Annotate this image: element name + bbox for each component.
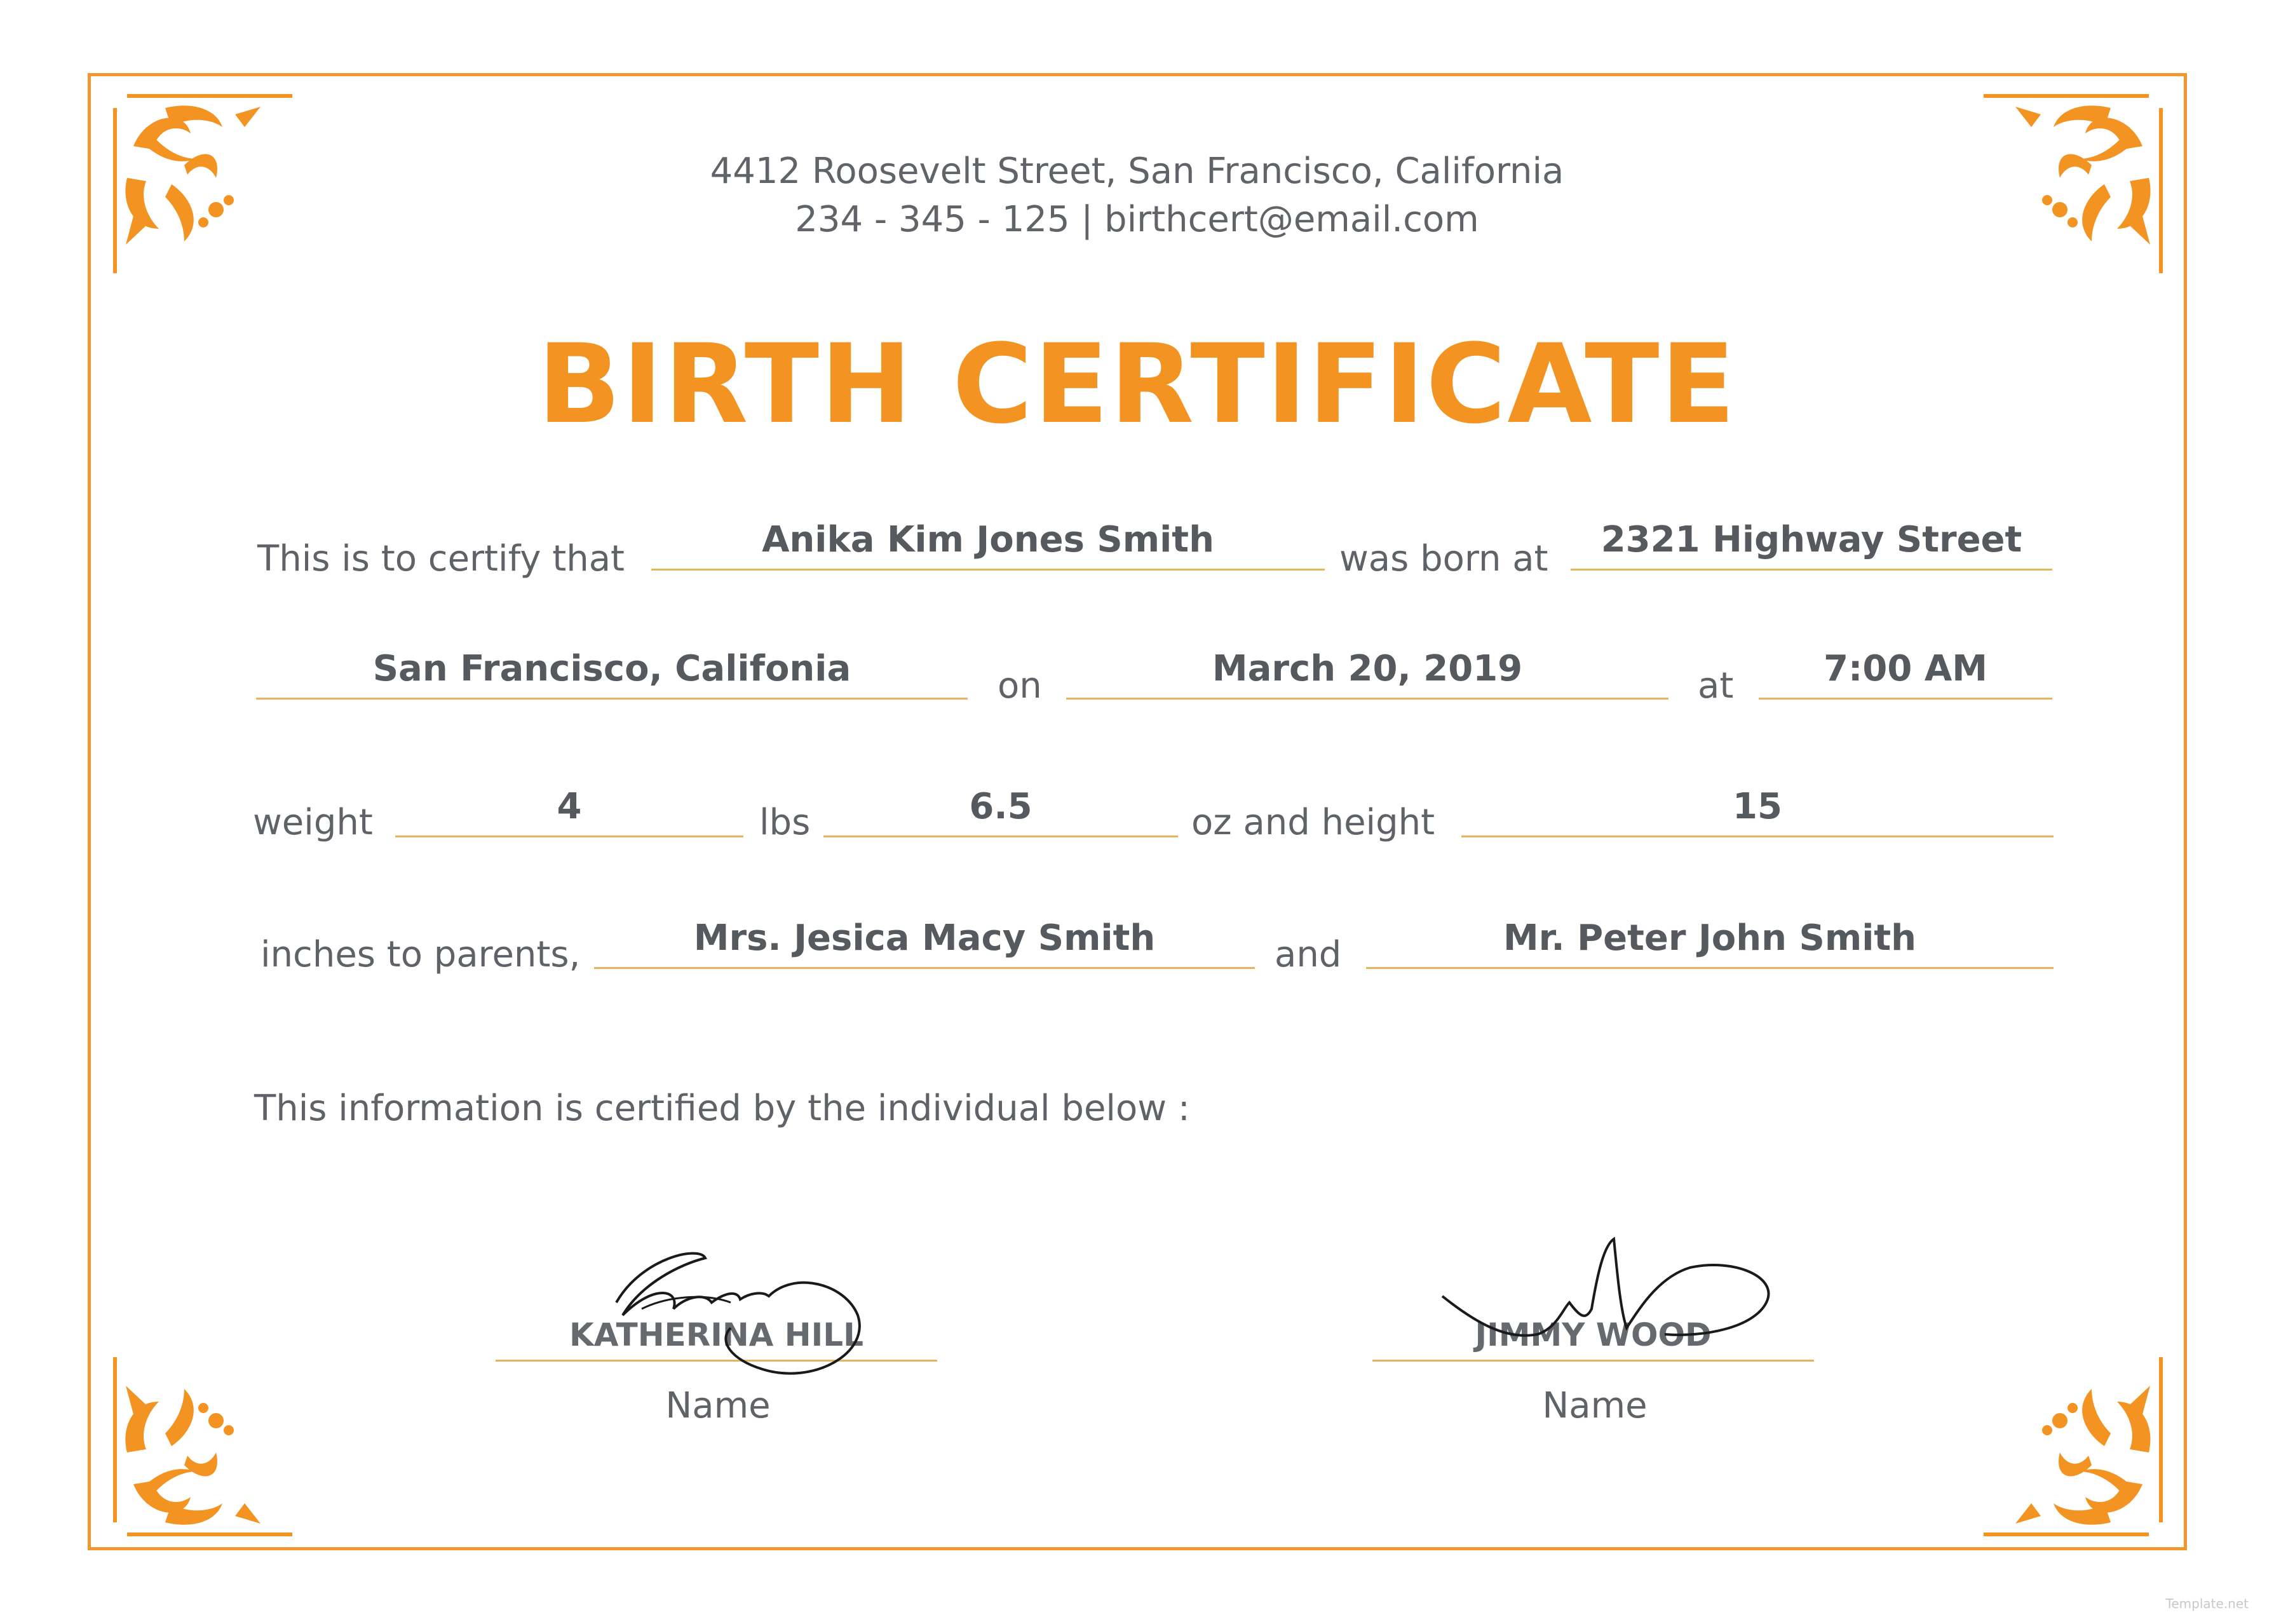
field-weight-oz [823,785,1178,837]
signature-1-scribble [604,1233,870,1379]
time-value: 7:00 AM [1824,648,1987,689]
signature-1-name: KATHERINA HILL [569,1316,863,1353]
label-inches-parents: inches to parents, [261,934,581,975]
ornament-icon [108,1351,299,1541]
label-on: on [998,665,1042,707]
corner-ornament-bottom-left [108,1351,299,1541]
father-value: Mr. Peter John Smith [1503,917,1917,959]
weight-lbs-value: 4 [557,786,582,827]
signature-2-scribble [1436,1233,1779,1360]
height-value: 15 [1733,786,1782,827]
field-height [1461,785,2054,837]
signature-2-name: JIMMY WOOD [1475,1316,1712,1353]
ornament-icon [1977,1351,2168,1541]
header-contact: 234 - 345 - 125 | birthcert@email.com [795,199,1479,240]
label-weight: weight [253,802,373,843]
label-and: and [1275,934,1342,975]
label-oz-height: oz and height [1191,802,1435,843]
field-city [256,647,968,700]
street-value: 2321 Highway Street [1601,519,2022,560]
field-time [1759,647,2052,700]
signature-1-caption: Name [665,1385,771,1426]
date-value: March 20, 2019 [1212,648,1523,689]
certified-by-text: This information is certified by the individual below : [254,1088,1190,1129]
child-name-value: Anika Kim Jones Smith [762,519,1214,560]
field-father [1366,916,2054,969]
label-at: at [1698,665,1734,707]
watermark: Template.net [2165,1596,2249,1611]
corner-ornament-bottom-right [1977,1351,2168,1541]
label-born-at: was born at [1339,538,1548,579]
label-certify: This is to certify that [257,538,625,579]
label-lbs: lbs [759,802,811,843]
field-mother [594,916,1255,969]
signature-2-caption: Name [1542,1385,1648,1426]
field-weight-lbs [395,785,743,837]
header-address: 4412 Roosevelt Street, San Francisco, California [710,151,1564,192]
field-child-name [651,518,1325,571]
weight-oz-value: 6.5 [969,786,1032,827]
field-street [1571,518,2052,571]
field-date [1066,647,1668,700]
mother-value: Mrs. Jesica Macy Smith [693,917,1156,959]
city-value: San Francisco, Califonia [372,648,851,689]
certificate-title: BIRTH CERTIFICATE [537,320,1737,448]
